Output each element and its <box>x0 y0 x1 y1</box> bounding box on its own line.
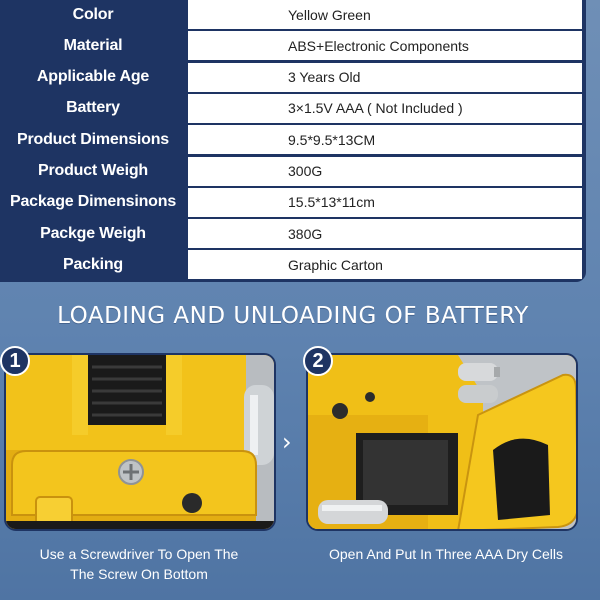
step-1-caption <box>0 544 282 584</box>
step-2-number: 2 <box>303 346 333 376</box>
spec-value: 300G <box>188 157 582 186</box>
spec-value: 3×1.5V AAA ( Not Included ) <box>188 94 582 123</box>
spec-label: Applicable Age <box>36 68 150 86</box>
step-2-caption-line-1: Open And Put In Three AAA Dry Cells <box>329 546 563 562</box>
spec-value: 9.5*9.5*13CM <box>188 125 582 154</box>
spec-row-package-dimensions <box>0 188 586 219</box>
spec-label: Battery <box>66 99 120 117</box>
spec-label: Package Dimensinons <box>9 193 177 211</box>
spec-value: ABS+Electronic Components <box>188 31 582 60</box>
spec-label: Color <box>72 5 114 23</box>
spec-row-product-weigh <box>0 157 586 188</box>
spec-row-package-weigh <box>0 219 586 250</box>
spec-value: Yellow Green <box>188 0 582 29</box>
specification-table <box>0 0 586 282</box>
spec-value: 15.5*13*11cm <box>188 188 582 217</box>
screwdriver-screw-photo <box>6 355 276 531</box>
spec-label: Packge Weigh <box>40 224 146 242</box>
spec-label: Product Weigh <box>38 162 148 179</box>
step-2-caption <box>303 544 589 564</box>
spec-row-color <box>0 0 586 31</box>
spec-value: 380G <box>188 219 582 248</box>
spec-row-battery <box>0 94 586 125</box>
spec-label: Packing <box>63 255 123 273</box>
spec-value: Graphic Carton <box>188 250 582 279</box>
section-title: LOADING AND UNLOADING OF BATTERY <box>57 303 529 329</box>
step-2-image <box>306 353 578 531</box>
spec-row-packing <box>0 250 586 281</box>
chevron-right-icon: › <box>282 428 292 456</box>
spec-value: 3 Years Old <box>188 63 582 92</box>
step-1-image <box>4 353 276 531</box>
step-1-caption-line-2: The Screw On Bottom <box>70 566 208 582</box>
step-1-caption-line-1: Use a Screwdriver To Open The <box>39 546 239 562</box>
battery-compartment-photo <box>308 355 578 531</box>
spec-label: Material <box>63 36 123 54</box>
spec-label: Product Dimensions <box>17 130 169 148</box>
spec-row-product-dimensions <box>0 125 586 156</box>
spec-row-applicable-age <box>0 63 586 94</box>
spec-row-material <box>0 31 586 62</box>
step-1-number: 1 <box>0 346 30 376</box>
